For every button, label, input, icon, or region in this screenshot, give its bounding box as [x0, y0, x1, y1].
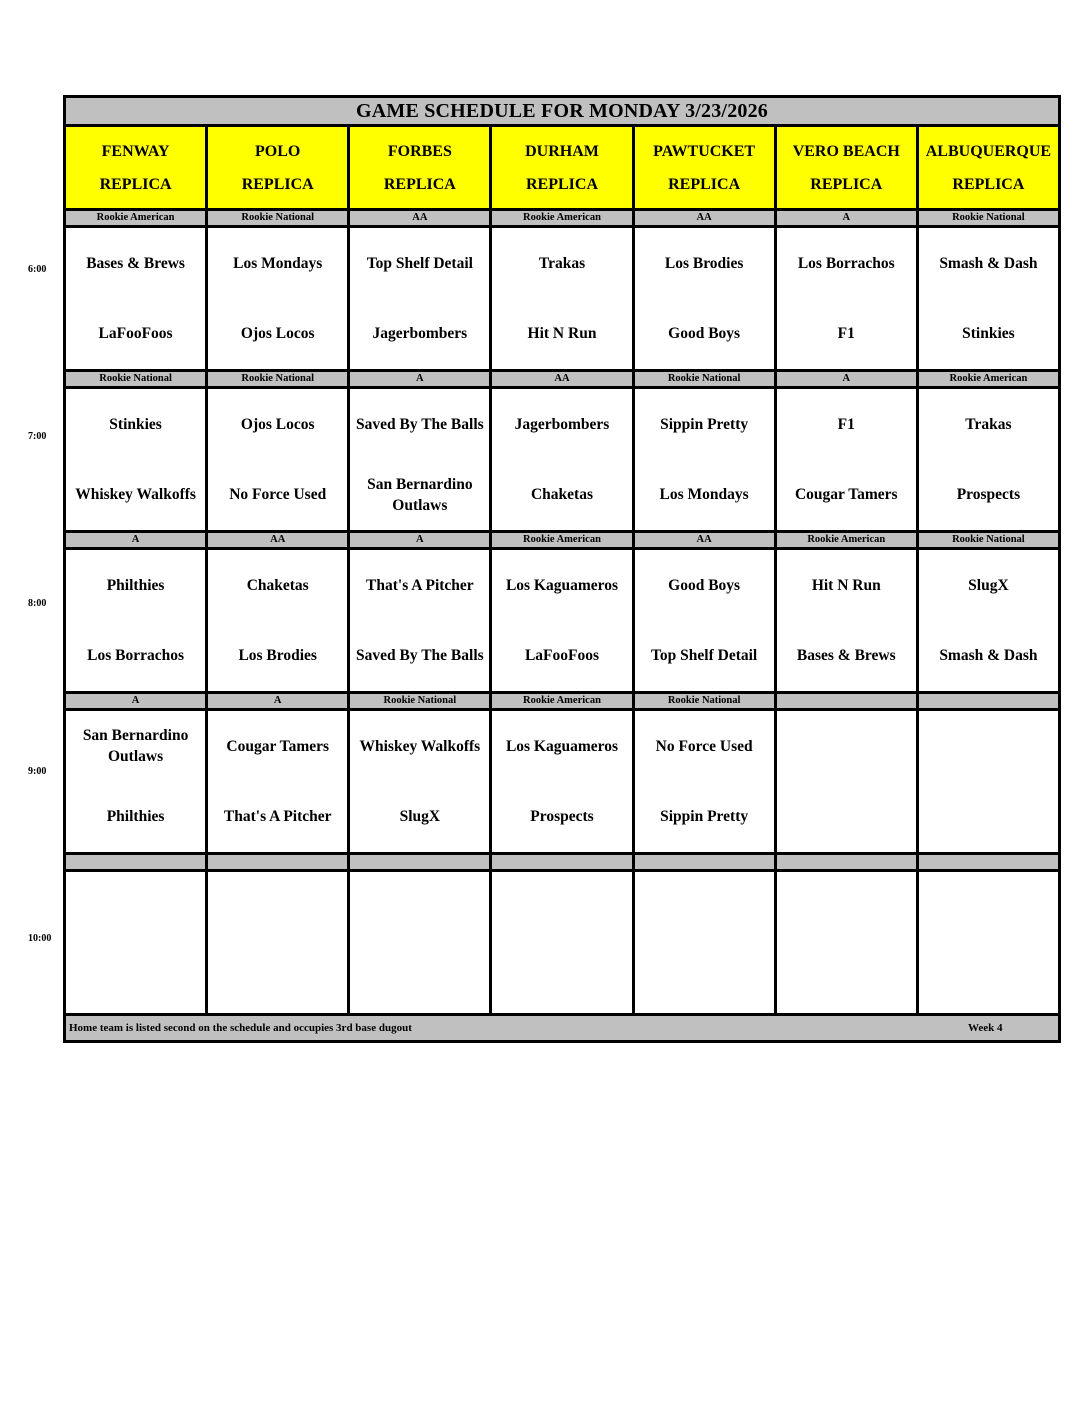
field-sub: REPLICA: [241, 175, 314, 193]
field-header: [207, 126, 349, 210]
game-cell: [491, 388, 633, 532]
matchup: [208, 872, 347, 1013]
title-row: [65, 97, 1060, 126]
game-cell: [633, 710, 775, 854]
home-team: Jagerbombers: [372, 325, 468, 343]
home-team: Smash & Dash: [939, 647, 1038, 665]
matchup: [492, 228, 631, 369]
game-cell: [775, 227, 917, 371]
matchup: [66, 389, 205, 530]
division-row: [65, 371, 1060, 388]
game-cell: [491, 710, 633, 854]
division-label: Rookie National: [207, 371, 349, 388]
field-header: [349, 126, 491, 210]
game-cell: [633, 227, 775, 371]
division-label: Rookie American: [491, 210, 633, 227]
matchup: [635, 389, 774, 530]
matchup: [350, 550, 489, 691]
field-header: [917, 126, 1059, 210]
away-team: [208, 872, 347, 943]
slot-body: [65, 210, 1060, 1015]
game-cell: [349, 388, 491, 532]
game-cell: [349, 710, 491, 854]
division-label: Rookie National: [65, 371, 207, 388]
away-team: Bases & Brews: [86, 254, 185, 272]
away-team: Sippin Pretty: [660, 415, 749, 433]
field-header: [633, 126, 775, 210]
game-cell: [917, 871, 1059, 1015]
home-team: Ojos Locos: [240, 325, 315, 343]
game-cell: [65, 871, 207, 1015]
game-cell: [207, 710, 349, 854]
away-team: [777, 711, 916, 782]
field-sub: REPLICA: [810, 175, 883, 193]
matchup: [492, 711, 631, 852]
division-label: A: [207, 693, 349, 710]
field-sub: REPLICA: [952, 175, 1025, 193]
away-team: Los Kaguameros: [505, 737, 619, 755]
division-label: AA: [207, 532, 349, 549]
field-sub: REPLICA: [383, 175, 456, 193]
home-team: Top Shelf Detail: [651, 647, 758, 665]
matchup: [777, 228, 916, 369]
matchup: [919, 389, 1058, 530]
field-header: [65, 126, 207, 210]
away-team: [492, 872, 631, 943]
away-team: That's A Pitcher: [366, 576, 474, 594]
away-team: Whiskey Walkoffs: [359, 737, 481, 755]
field-name: FENWAY: [101, 142, 170, 160]
game-cell: [775, 871, 917, 1015]
footer-row: [65, 1015, 1060, 1042]
home-team: [919, 943, 1058, 1014]
home-team: [777, 943, 916, 1014]
game-cell: [775, 388, 917, 532]
game-cell: [65, 549, 207, 693]
footer-note: Home team is listed second on the schedule and occupies 3rd base dugout: [69, 1022, 412, 1034]
field-sub: REPLICA: [99, 175, 172, 193]
away-team: F1: [837, 415, 855, 433]
division-label: AA: [349, 210, 491, 227]
home-team: No Force Used: [229, 486, 327, 504]
division-label: Rookie National: [633, 371, 775, 388]
division-label: A: [65, 532, 207, 549]
division-label: Rookie American: [917, 371, 1059, 388]
away-team: Los Brodies: [664, 254, 744, 272]
division-label: Rookie American: [65, 210, 207, 227]
home-team: Los Mondays: [659, 486, 749, 504]
division-label: A: [349, 532, 491, 549]
home-team: SlugX: [399, 808, 441, 826]
game-cell: [633, 871, 775, 1015]
matchup: [919, 228, 1058, 369]
game-cell: [917, 388, 1059, 532]
division-label: [65, 854, 207, 871]
home-team: Hit N Run: [527, 325, 597, 343]
game-cell: [917, 710, 1059, 854]
field-name: PAWTUCKET: [653, 142, 756, 160]
home-team: Prospects: [956, 486, 1021, 504]
home-team: [208, 943, 347, 1014]
game-cell: [633, 388, 775, 532]
division-row: [65, 532, 1060, 549]
division-row: [65, 693, 1060, 710]
division-label: AA: [491, 371, 633, 388]
away-team: Trakas: [538, 254, 586, 272]
division-label: A: [775, 371, 917, 388]
matchup: [350, 389, 489, 530]
matchup: [66, 228, 205, 369]
matchup: [66, 550, 205, 691]
matchup: [777, 550, 916, 691]
home-team: LaFooFoos: [98, 325, 173, 343]
matchup: [635, 711, 774, 852]
matchup: [350, 872, 489, 1013]
division-label: [633, 854, 775, 871]
matchup: [66, 872, 205, 1013]
away-team: [919, 872, 1058, 943]
division-label: Rookie National: [349, 693, 491, 710]
field-name: DURHAM: [525, 142, 599, 160]
away-team: Philthies: [106, 576, 165, 594]
time-label-10pm: 10:00: [28, 933, 52, 944]
home-team: Stinkies: [962, 325, 1015, 343]
game-cell: [491, 549, 633, 693]
away-team: Los Borrachos: [797, 254, 895, 272]
division-row: [65, 854, 1060, 871]
division-label: AA: [633, 210, 775, 227]
game-cell: [349, 227, 491, 371]
away-team: Jagerbombers: [514, 415, 610, 433]
home-team: Sippin Pretty: [660, 808, 749, 826]
division-label: [775, 693, 917, 710]
away-team: [66, 872, 205, 943]
week-label: Week 4: [968, 1022, 1003, 1034]
division-label: [349, 854, 491, 871]
matchup: [777, 872, 916, 1013]
division-label: [775, 854, 917, 871]
division-label: Rookie National: [917, 210, 1059, 227]
division-label: [491, 854, 633, 871]
away-team: Ojos Locos: [240, 415, 315, 433]
field-name: VERO BEACH: [792, 142, 900, 160]
matchup: [777, 389, 916, 530]
away-team: [777, 872, 916, 943]
game-cell: [207, 388, 349, 532]
home-team: Whiskey Walkoffs: [75, 486, 196, 504]
home-team: Chaketas: [530, 486, 593, 504]
game-cell: [491, 871, 633, 1015]
field-name: FORBES: [387, 142, 452, 160]
game-row: [65, 227, 1060, 371]
matchup: [492, 550, 631, 691]
away-team: Stinkies: [109, 415, 162, 433]
division-label: Rookie American: [491, 532, 633, 549]
away-team: SlugX: [968, 576, 1009, 594]
matchup: [635, 872, 774, 1013]
home-team: Los Borrachos: [87, 647, 184, 665]
home-team: Cougar Tamers: [794, 486, 898, 504]
time-label-8pm: 8:00: [28, 598, 47, 609]
schedule-table: [63, 95, 1061, 1043]
field-header-row: [65, 126, 1060, 210]
away-team: Smash & Dash: [939, 254, 1038, 272]
home-team: San Bernardino Outlaws: [367, 475, 473, 514]
field-sub: REPLICA: [525, 175, 598, 193]
game-row: [65, 871, 1060, 1015]
home-team: LaFooFoos: [524, 647, 600, 665]
division-label: Rookie American: [491, 693, 633, 710]
game-cell: [491, 227, 633, 371]
division-label: A: [65, 693, 207, 710]
away-team: [350, 872, 489, 943]
home-team: Prospects: [530, 808, 594, 826]
division-label: [917, 854, 1059, 871]
matchup: [919, 872, 1058, 1013]
matchup: [635, 550, 774, 691]
game-cell: [65, 388, 207, 532]
game-cell: [633, 549, 775, 693]
matchup: [66, 711, 205, 852]
matchup: [208, 389, 347, 530]
division-label: AA: [633, 532, 775, 549]
field-header: [775, 126, 917, 210]
division-label: Rookie American: [775, 532, 917, 549]
time-label-9pm: 9:00: [28, 766, 47, 777]
division-label: Rookie National: [207, 210, 349, 227]
game-cell: [349, 871, 491, 1015]
game-cell: [207, 227, 349, 371]
game-cell: [349, 549, 491, 693]
matchup: [919, 711, 1058, 852]
game-row: [65, 710, 1060, 854]
home-team: Bases & Brews: [796, 647, 896, 665]
away-team: [635, 872, 774, 943]
game-cell: [207, 871, 349, 1015]
away-team: Hit N Run: [811, 576, 881, 594]
matchup: [208, 550, 347, 691]
away-team: San Bernardino Outlaws: [82, 727, 189, 766]
game-cell: [917, 227, 1059, 371]
division-label: [207, 854, 349, 871]
home-team: Good Boys: [668, 325, 741, 343]
game-cell: [775, 710, 917, 854]
matchup: [492, 872, 631, 1013]
home-team: [919, 782, 1058, 853]
division-row: [65, 210, 1060, 227]
matchup: [777, 711, 916, 852]
home-team: [350, 943, 489, 1014]
field-name: POLO: [255, 142, 301, 160]
home-team: F1: [837, 325, 855, 343]
away-team: No Force Used: [655, 737, 753, 755]
home-team: That's A Pitcher: [223, 808, 332, 826]
division-label: [917, 693, 1059, 710]
game-row: [65, 388, 1060, 532]
home-team: Philthies: [106, 808, 165, 826]
game-cell: [65, 710, 207, 854]
matchup: [492, 389, 631, 530]
away-team: Good Boys: [668, 576, 741, 594]
away-team: Top Shelf Detail: [366, 254, 473, 272]
away-team: Saved By The Balls: [356, 415, 484, 433]
home-team: [777, 782, 916, 853]
home-team: [66, 943, 205, 1014]
schedule-title: GAME SCHEDULE FOR MONDAY 3/23/2026: [65, 97, 1060, 126]
matchup: [350, 711, 489, 852]
matchup: [919, 550, 1058, 691]
away-team: Cougar Tamers: [226, 737, 330, 755]
away-team: Los Kaguameros: [505, 576, 619, 594]
footer-cell: [65, 1015, 1060, 1042]
game-row: [65, 549, 1060, 693]
matchup: [208, 228, 347, 369]
game-cell: [207, 549, 349, 693]
game-cell: [65, 227, 207, 371]
away-team: [919, 711, 1058, 782]
field-header: [491, 126, 633, 210]
away-team: Trakas: [965, 415, 1012, 433]
field-name: ALBUQUERQUE: [925, 142, 1052, 160]
field-sub: REPLICA: [668, 175, 741, 193]
away-team: Los Mondays: [233, 254, 323, 272]
division-label: Rookie National: [917, 532, 1059, 549]
home-team: Los Brodies: [238, 647, 317, 665]
division-label: A: [349, 371, 491, 388]
division-label: Rookie National: [633, 693, 775, 710]
game-cell: [775, 549, 917, 693]
matchup: [635, 228, 774, 369]
home-team: [492, 943, 631, 1014]
away-team: Chaketas: [246, 576, 309, 594]
home-team: [635, 943, 774, 1014]
time-label-7pm: 7:00: [28, 431, 47, 442]
division-label: A: [775, 210, 917, 227]
game-cell: [917, 549, 1059, 693]
home-team: Saved By The Balls: [356, 647, 484, 665]
matchup: [350, 228, 489, 369]
time-label-6pm: 6:00: [28, 264, 47, 275]
matchup: [208, 711, 347, 852]
